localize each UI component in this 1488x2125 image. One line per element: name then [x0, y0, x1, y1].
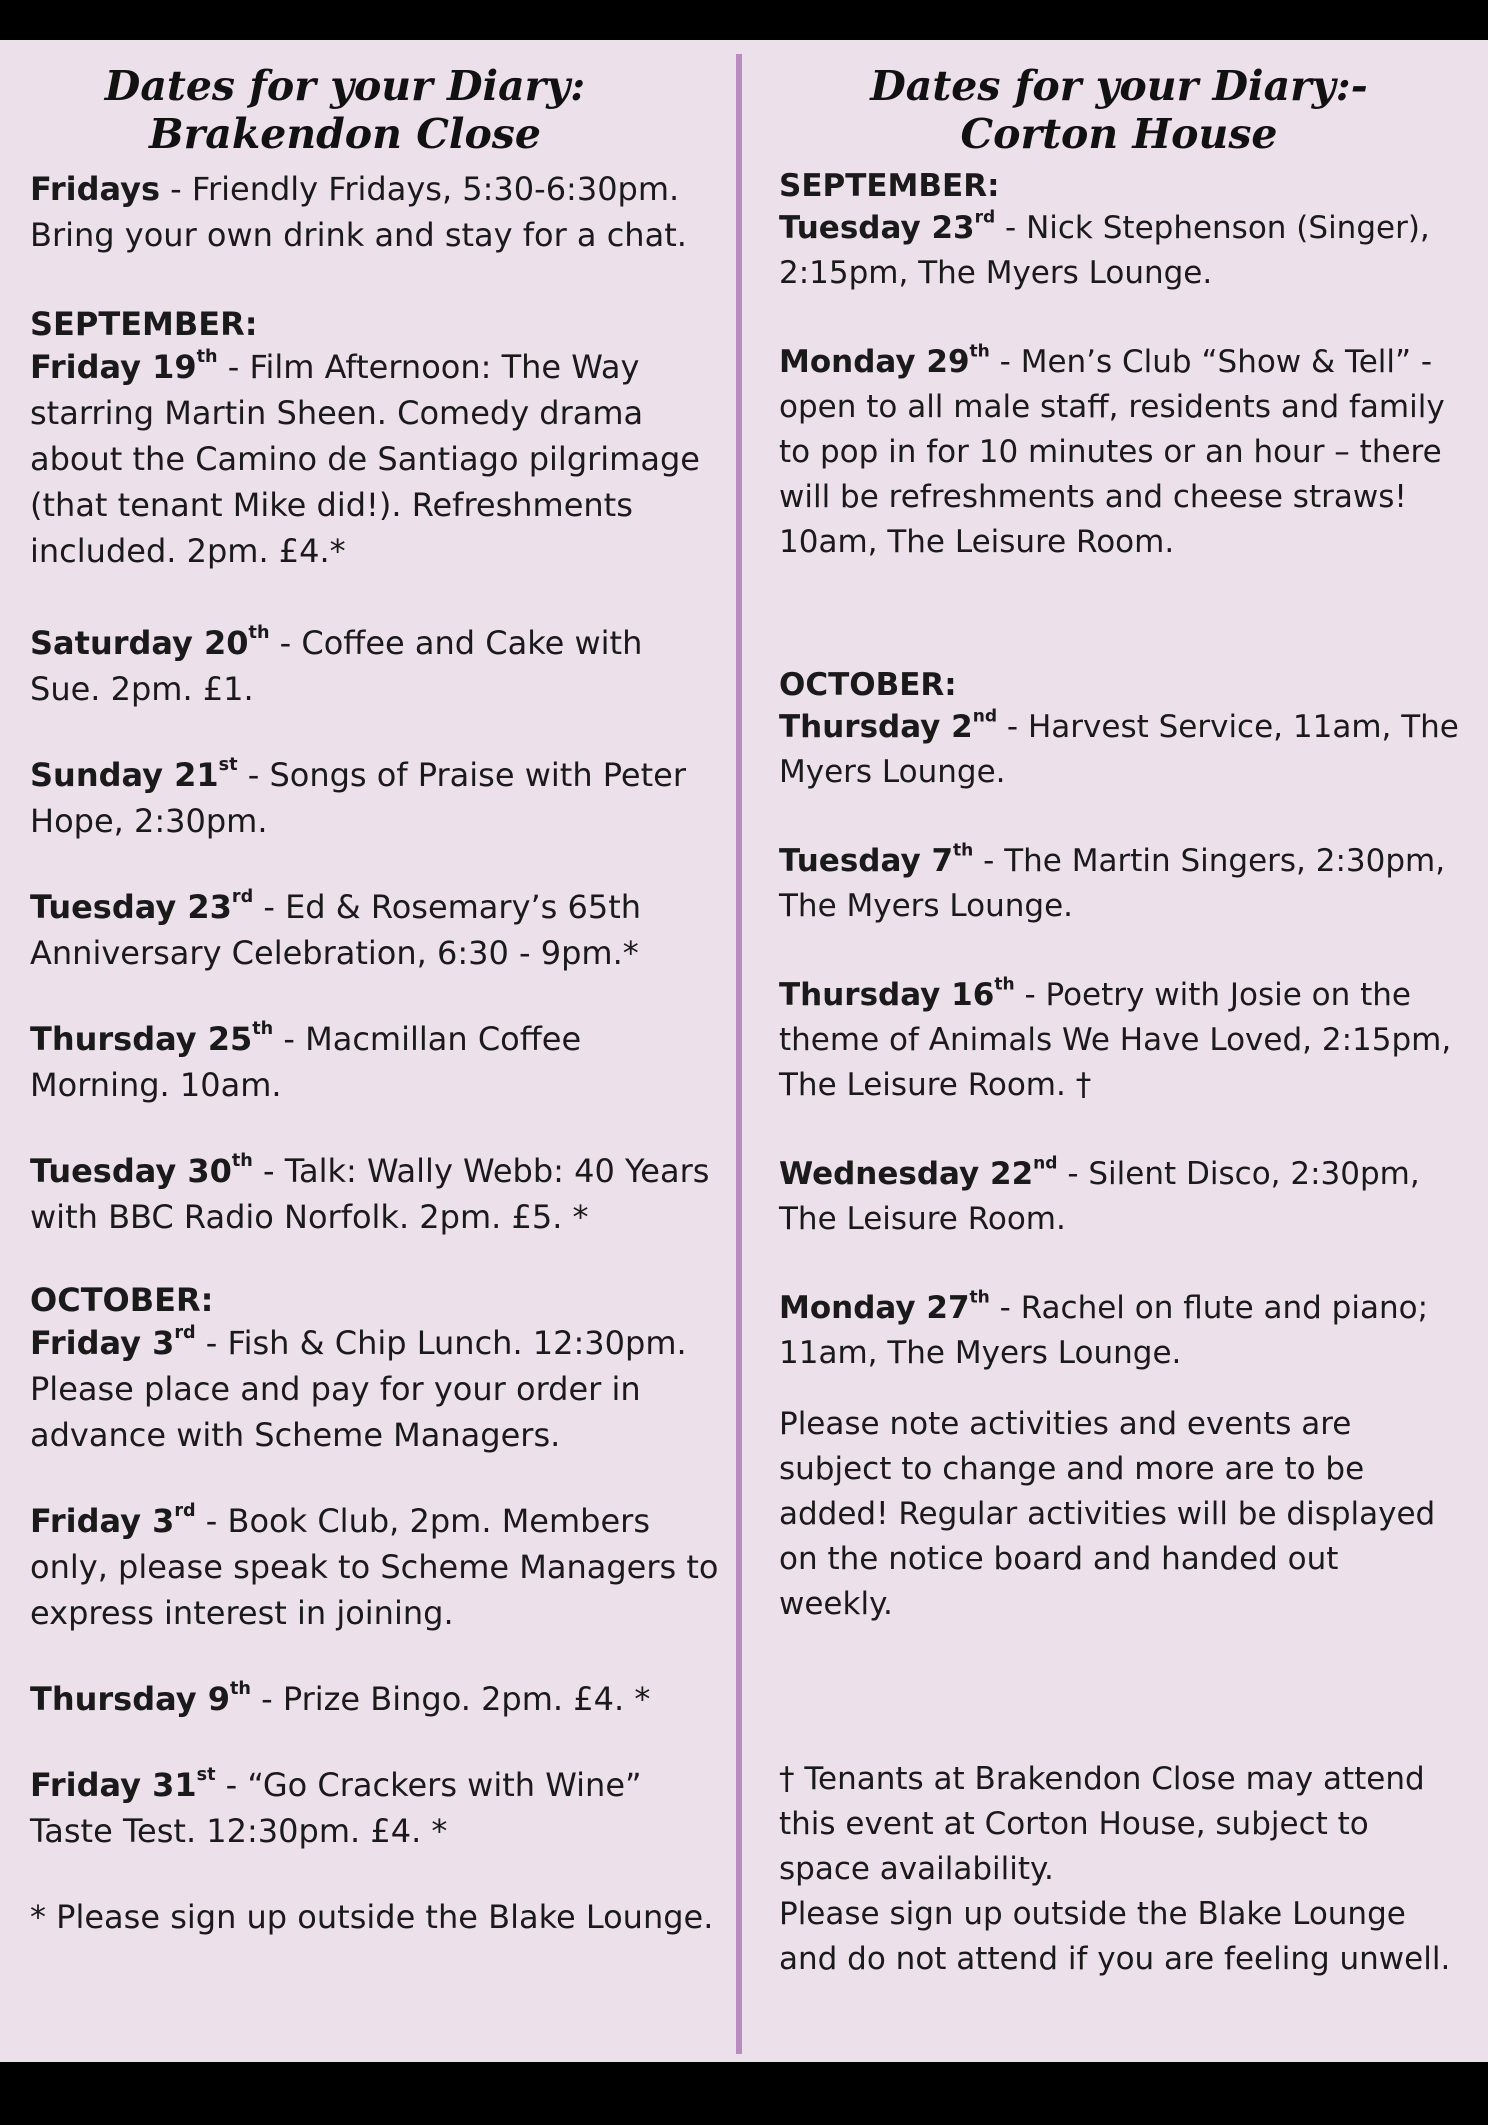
- event-entry: [779, 705, 1459, 795]
- event-text: - Fish & Chip Lunch. 12:30pm. Please place and pay for your order in advance with Scheme Managers.: [30, 1324, 687, 1454]
- event-entry: [30, 1148, 720, 1240]
- event-entry: [30, 344, 720, 574]
- event-date: Thursday 9th: [30, 1679, 251, 1718]
- brakendon-column: [30, 62, 720, 1940]
- event-text: - Poetry with Josie on the theme of Animals We Have Loved, 2:15pm, The Leisure Room. †: [779, 977, 1452, 1103]
- event-text: - Harvest Service, 11am, The Myers Lounge.: [779, 709, 1459, 790]
- event-text: - “Go Crackers with Wine” Taste Test. 12:30pm. £4. *: [30, 1766, 642, 1850]
- event-text: - Men’s Club “Show & Tell” - open to all male staff, residents and family to pop in for 10 minutes or an hour – there will be refreshments and cheese straws! 10am, The Leisure Room.: [779, 344, 1445, 560]
- event-text: - Book Club, 2pm. Members only, please speak to Scheme Managers to express interest in joining.: [30, 1502, 719, 1632]
- event-date: Thursday 2nd: [779, 706, 998, 745]
- event-text: - Talk: Wally Webb: 40 Years with BBC Radio Norfolk. 2pm. £5. *: [30, 1152, 710, 1236]
- event-date: Wednesday 22nd: [779, 1153, 1058, 1192]
- event-entry: [779, 340, 1459, 565]
- event-entry: [30, 1498, 720, 1636]
- event-text: - Songs of Praise with Peter Hope, 2:30pm.: [30, 756, 686, 840]
- event-text: - Prize Bingo. 2pm. £4. *: [250, 1680, 651, 1718]
- event-date: Friday 19th: [30, 347, 218, 386]
- october-label: OCTOBER:: [779, 667, 957, 703]
- heading-line-2: Brakendon Close: [149, 110, 541, 158]
- schedule-note: Please note activities and events are subject to change and more are to be added! Regular activities will be displayed on the notice board and handed out weekly.: [779, 1406, 1436, 1622]
- event-date: Saturday 20th: [30, 623, 270, 662]
- event-entry: [779, 1152, 1459, 1242]
- fridays-label: Fridays: [30, 170, 160, 208]
- brakendon-heading: [0, 62, 690, 158]
- event-entry: [30, 1016, 720, 1108]
- event-text: - The Martin Singers, 2:30pm, The Myers Lounge.: [779, 843, 1446, 924]
- heading-line-1: Dates for your Diary:: [104, 62, 586, 110]
- event-date: Sunday 21st: [30, 755, 238, 794]
- heading-line-1: Dates for your Diary:-: [870, 62, 1368, 110]
- event-date: Friday 3rd: [30, 1323, 196, 1362]
- footnote-signup: Please sign up outside the Blake Lounge and do not attend if you are feeling unwell.: [779, 1896, 1451, 1977]
- event-entry: [30, 1676, 720, 1722]
- event-entry: [779, 1286, 1459, 1376]
- event-entry: [30, 1762, 720, 1854]
- fridays-entry: [30, 166, 720, 258]
- event-text: - Film Afternoon: The Way starring Martin Sheen. Comedy drama about the Camino de Santiago pilgrimage (that tenant Mike did!). Refreshments included. 2pm. £4.*: [30, 348, 700, 570]
- event-date: Tuesday 23rd: [779, 207, 996, 246]
- event-date: Monday 27th: [779, 1287, 990, 1326]
- event-date: Thursday 25th: [30, 1019, 274, 1058]
- event-date: Thursday 16th: [779, 974, 1015, 1013]
- event-text: - Silent Disco, 2:30pm, The Leisure Room.: [779, 1156, 1420, 1237]
- event-text: - Coffee and Cake with Sue. 2pm. £1.: [30, 624, 643, 708]
- event-text: - Nick Stephenson (Singer), 2:15pm, The Myers Lounge.: [779, 210, 1430, 291]
- october-label: OCTOBER:: [30, 1281, 214, 1319]
- event-text: - Rachel on flute and piano; 11am, The Myers Lounge.: [779, 1290, 1429, 1371]
- footnote: * Please sign up outside the Blake Lounge.: [30, 1898, 714, 1936]
- event-entry: [30, 752, 720, 844]
- september-label: SEPTEMBER:: [30, 305, 258, 343]
- september-label: SEPTEMBER:: [779, 168, 1000, 204]
- event-date: Tuesday 7th: [779, 840, 974, 879]
- footnote-dagger: † Tenants at Brakendon Close may attend this event at Corton House, subject to space availability.: [779, 1761, 1425, 1887]
- event-date: Friday 31st: [30, 1765, 216, 1804]
- newsletter-page: [0, 40, 1488, 2062]
- event-date: Monday 29th: [779, 341, 990, 380]
- event-entry: [779, 839, 1459, 929]
- heading-line-2: Corton House: [960, 110, 1278, 158]
- event-entry: [30, 620, 720, 712]
- column-divider: [736, 54, 742, 2054]
- event-date: Tuesday 30th: [30, 1151, 253, 1190]
- event-entry: [30, 1320, 720, 1458]
- event-entry: [30, 884, 720, 976]
- fridays-text: - Friendly Fridays, 5:30-6:30pm. Bring your own drink and stay for a chat.: [30, 170, 687, 254]
- event-text: - Ed & Rosemary’s 65th Anniversary Celebration, 6:30 - 9pm.*: [30, 888, 642, 972]
- event-date: Tuesday 23rd: [30, 887, 254, 926]
- event-text: - Macmillan Coffee Morning. 10am.: [30, 1020, 582, 1104]
- event-date: Friday 3rd: [30, 1501, 196, 1540]
- corton-heading: [779, 62, 1459, 158]
- event-entry: [779, 206, 1459, 296]
- event-entry: [779, 973, 1459, 1108]
- corton-column: [779, 62, 1459, 1982]
